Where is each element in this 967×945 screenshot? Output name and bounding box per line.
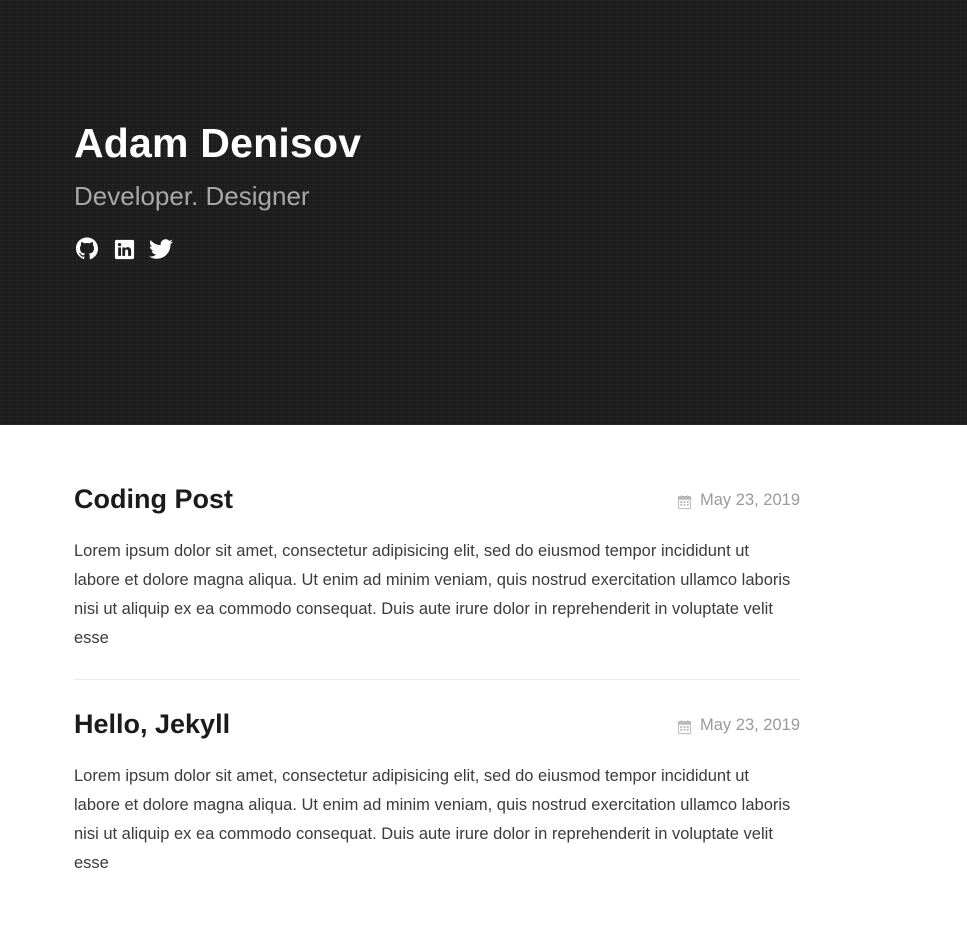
social-links	[74, 236, 814, 262]
main-content	[0, 425, 967, 904]
social-link-github[interactable]	[74, 236, 100, 262]
post-date-text: May 23, 2019	[700, 715, 800, 734]
post-date-text: May 23, 2019	[700, 491, 800, 509]
github-icon	[75, 237, 99, 261]
social-link-linkedin[interactable]	[111, 236, 137, 262]
hero-content	[74, 118, 814, 262]
calendar-icon	[677, 495, 692, 510]
post-excerpt: Lorem ipsum dolor sit amet, consectetur adipisicing elit, sed do eiusmod tempor incididunt ut labore et dolore magna aliqua. Ut enim ad minim veniam, quis nostrud exercitation ullamco laboris nisi ut aliquip ex ea commodo consequat. Duis aute irure dolor in reprehenderit in voluptate velit esse	[74, 542, 791, 648]
page-title: Adam Denisov	[74, 120, 362, 166]
post-list	[74, 425, 800, 904]
list-item	[74, 679, 800, 904]
post-date	[677, 716, 800, 735]
post-title-link[interactable]: Coding Post	[74, 484, 233, 514]
post-header	[74, 483, 800, 515]
calendar-icon	[677, 720, 692, 735]
post-title-link[interactable]: Hello, Jekyll	[74, 708, 231, 739]
social-link-twitter[interactable]	[148, 236, 174, 262]
twitter-icon	[149, 237, 173, 261]
hero-tagline: Developer. Designer	[74, 181, 310, 212]
post-excerpt: Lorem ipsum dolor sit amet, consectetur adipisicing elit, sed do eiusmod tempor incididunt ut labore et dolore magna aliqua. Ut enim ad minim veniam, quis nostrud exercitation ullamco laboris nisi ut aliquip ex ea commodo consequat. Duis aute irure dolor in reprehenderit in voluptate velit esse	[74, 767, 791, 872]
linkedin-icon	[113, 238, 136, 261]
post-header	[74, 708, 800, 740]
site-header	[0, 0, 967, 425]
post-date	[677, 491, 800, 510]
list-item	[74, 461, 800, 679]
